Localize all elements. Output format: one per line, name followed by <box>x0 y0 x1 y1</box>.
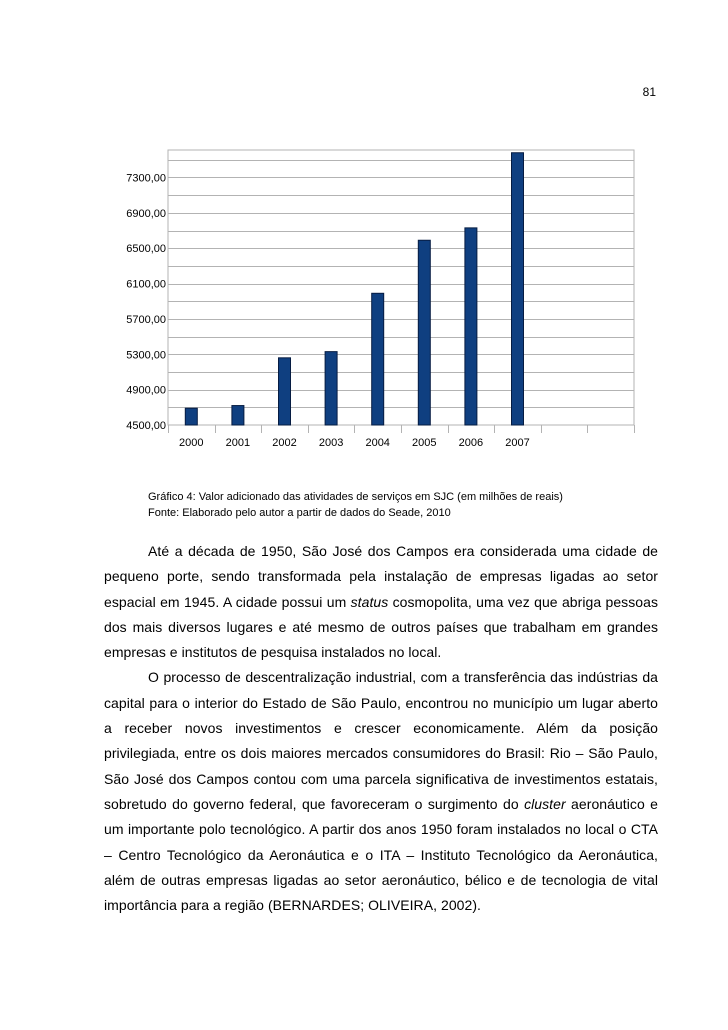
x-tick-label: 2003 <box>318 437 344 449</box>
x-tick-label: 2002 <box>272 437 297 449</box>
x-tick-label: 2001 <box>225 437 251 449</box>
paragraph-2-text-b: aeronáutico e um importante polo tecnológico. A partir dos anos 1950 foram instalados no local o CTA – Centro Tecnológico da Aeronáutica e o ITA – Instituto Tecnológico da Aeronáutica, além de outras empresas ligadas ao setor aeronáutico, bélico e de tecnologia de vital importância para a região (BERNARDES; OLIVEIRA, 2002). <box>104 795 659 914</box>
x-tick-label: 2006 <box>458 437 484 449</box>
plot-frame <box>168 150 634 425</box>
paragraph-1 <box>104 539 658 665</box>
y-axis-ticks <box>126 172 166 432</box>
bar-2002 <box>279 358 291 425</box>
caption-title: Gráfico 4: Valor adicionado das atividades de serviços em SJC (em milhões de reais) <box>148 491 563 503</box>
caption-source: Fonte: Elaborado pelo autor a partir de dados do Seade, 2010 <box>148 507 451 519</box>
bar-2003 <box>325 352 337 425</box>
x-axis-ticks <box>179 437 530 449</box>
x-tick-label: 2000 <box>179 437 204 449</box>
bar-2007 <box>512 153 524 425</box>
paragraph-1-text-b: cosmopolita, uma vez que abriga pessoas dos mais diversos lugares e até mesmo de outros países que trabalham em grandes empresas e institutos de pesquisa instalados no local. <box>104 593 658 661</box>
body-text <box>104 539 658 918</box>
y-tick-label: 6100,00 <box>126 278 166 291</box>
chart-bars <box>185 153 523 425</box>
y-tick-label: 4900,00 <box>126 384 166 397</box>
y-tick-label: 6900,00 <box>126 207 166 220</box>
y-tick-label: 5700,00 <box>126 313 166 326</box>
x-tick-label: 2005 <box>412 437 437 449</box>
page-number: 81 <box>642 85 656 99</box>
bar-chart <box>108 140 638 460</box>
bar-2001 <box>232 406 244 425</box>
paragraph-2-text-a: O processo de descentralização industrial, com a transferência das indústrias da capital para o interior do Estado de São Paulo, encontrou no município um lugar aberto a receber novos investimentos e crescer economicamente. Além da posição privilegiada, entre os dois maiores mercados consumidores do Brasil: Rio – São Paulo, São José dos Campos contou com uma parcela significativa de investimentos estatais, sobretudo do governo federal, que favoreceram o surgimento do <box>104 669 658 812</box>
paragraph-1-text-a: Até a década de 1950, São José dos Campos era considerada uma cidade de pequeno porte, sendo transformada pela instalação de empresas ligadas ao setor espacial em 1945. A cidade possui um <box>104 543 658 610</box>
y-tick-label: 7300,00 <box>126 172 166 185</box>
bar-2006 <box>465 228 477 425</box>
italic-term-cluster: cluster <box>524 795 566 812</box>
italic-term-status: status <box>350 593 389 610</box>
y-tick-label: 5300,00 <box>126 349 166 362</box>
bar-2004 <box>372 293 384 425</box>
y-tick-label: 6500,00 <box>126 243 166 256</box>
bar-2000 <box>185 408 197 425</box>
bar-2005 <box>418 240 430 425</box>
y-tick-label: 4500,00 <box>126 420 166 432</box>
paragraph-2 <box>104 665 658 918</box>
figure-caption <box>148 489 563 521</box>
x-tick-label: 2004 <box>365 437 390 449</box>
x-tick-label: 2007 <box>505 437 530 449</box>
chart-grid <box>168 150 635 433</box>
